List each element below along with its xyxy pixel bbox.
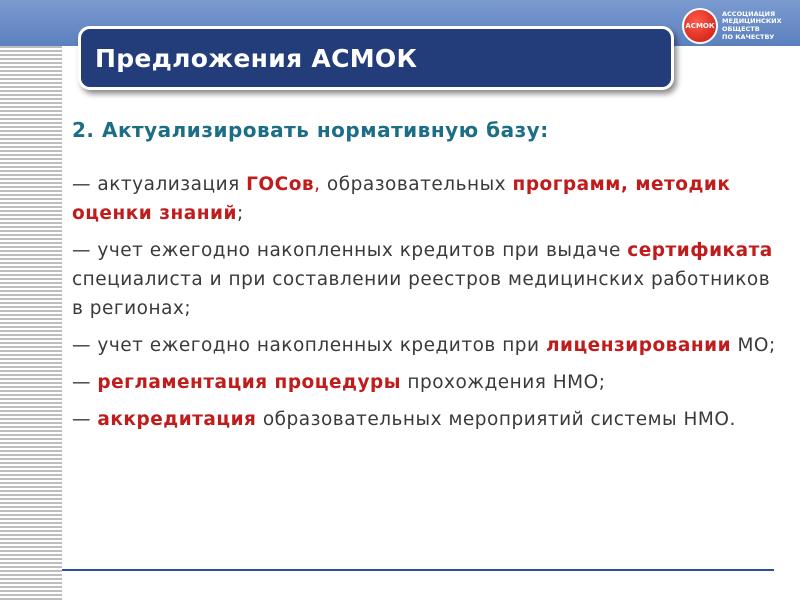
text: образовательных мероприятий системы НМО. <box>256 409 736 430</box>
list-item <box>72 405 782 434</box>
highlight-text: программ, методик оценки знаний <box>72 174 731 224</box>
list-item <box>72 236 782 323</box>
logo-line: АССОЦИАЦИЯ <box>722 9 776 18</box>
bottom-rule <box>62 569 774 571</box>
dash: — <box>72 409 98 430</box>
highlight-text: аккредитация <box>97 409 257 430</box>
list-item <box>72 331 782 360</box>
side-stripes <box>0 46 62 600</box>
logo-mark-text: АСМОК <box>685 22 715 30</box>
highlight-text: ГОСов <box>246 174 315 195</box>
logo-line: ПО КАЧЕСТВУ <box>722 32 775 41</box>
dash: — <box>72 335 98 356</box>
text: специалиста и при составлении реестров медицинских работников в регионах; <box>72 269 771 319</box>
section-heading: 2. Актуализировать нормативную базу: <box>72 118 549 142</box>
text: ; <box>236 203 244 224</box>
highlight-text: регламентация процедуры <box>97 372 401 393</box>
slide-title: Предложения АСМОК <box>95 43 418 73</box>
dash: — <box>72 174 98 195</box>
text: образовательных <box>320 174 513 195</box>
title-box <box>78 26 674 90</box>
text: прохождения НМО; <box>401 372 606 393</box>
text: актуализация <box>97 174 247 195</box>
dash: — <box>72 372 98 393</box>
logo-line: МЕДИЦИНСКИХ <box>722 17 782 26</box>
logo-line: ОБЩЕСТВ <box>722 25 760 33</box>
logo-mark <box>682 8 718 44</box>
logo-text <box>722 11 782 41</box>
slide-content <box>72 118 782 442</box>
highlight-comma: , <box>314 174 321 195</box>
list-item <box>72 170 782 228</box>
highlight-text: лицензировании <box>545 335 732 356</box>
text: учет ежегодно накопленных кредитов при <box>97 335 546 356</box>
highlight-text: сертификата <box>627 240 773 261</box>
text: учет ежегодно накопленных кредитов при выдаче <box>97 240 628 261</box>
text: МО; <box>731 335 776 356</box>
list-item <box>72 368 782 397</box>
dash: — <box>72 240 98 261</box>
asmok-logo <box>682 6 794 46</box>
